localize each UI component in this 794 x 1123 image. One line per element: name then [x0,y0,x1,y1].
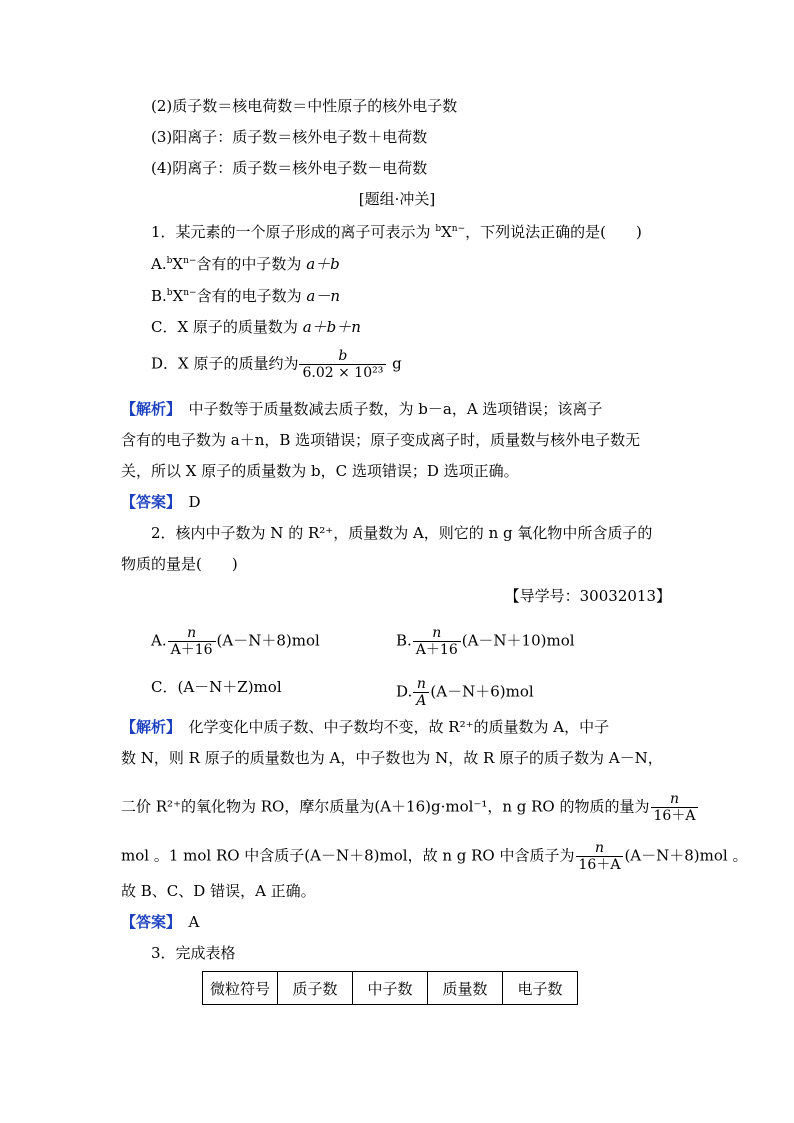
q2-option-d: D. $\frac{n}{A}$ (A－N＋6)mol [396,676,534,709]
q1-d-fraction: $\frac{b}{\text{6.02 × 10²³}}$ [299,348,386,381]
q2-stem-line-2: 物质的量是( ) [121,555,238,573]
q2-analysis-line-3: 二价 R²⁺的氧化物为 RO，摩尔质量为(A＋16)g·mol⁻¹，n g RO 的物质的量为 $\frac{n}{16+A}$ [121,791,699,824]
answer-tag: 【答案】 [121,493,174,511]
q2-analysis-line-5: 故 B、C、D 错误，A 正确。 [121,882,316,900]
analysis-tag: 【解析】 [121,400,174,418]
table-header-row [203,972,578,1005]
q1-analysis-line-2: 含有的电子数为 a＋n，B 选项错误；原子变成离子时，质量数与核外电子数无 [121,431,641,449]
q2-analysis-line-4: mol 。1 mol RO 中含质子(A－N＋8)mol，故 n g RO 中含质子为 $\frac{n}{16+A}$ (A－N＋8)mol 。 [121,840,748,873]
q3-stem: 3．完成表格 [151,944,236,962]
table-header-cell: 电子数 [503,972,578,1005]
section-title: [题组·冲关] [358,190,436,208]
table-header-cell: 微粒符号 [203,972,278,1005]
table-header-cell: 中子数 [353,972,428,1005]
q1-option-b: $B.^bX^{n-}$含有的电子数为 a－n [151,287,340,305]
q1-answer: 【答案】 D [121,493,201,511]
q1-analysis-line-1: 【解析】 中子数等于质量数减去质子数，为 b－a，A 选项错误；该离子 [121,400,603,418]
q1-option-d: D．X 原子的质量约为 $\frac{b}{\text{6.02 × 10²³}}$ g [151,348,402,381]
answer-tag: 【答案】 [121,913,174,931]
q2-option-c: C．(A－N＋Z)mol [151,678,282,696]
condition-line-2: (2)质子数＝核电荷数＝中性原子的核外电子数 [151,97,458,115]
particle-table [202,971,578,1005]
condition-line-3: (3)阳离子：质子数＝核外电子数＋电荷数 [151,128,428,146]
q2-option-b: B. $\frac{n}{A+16}$ (A－N＋10)mol [396,625,575,658]
analysis-tag: 【解析】 [121,718,174,736]
table-header-cell: 质子数 [278,972,353,1005]
q1-option-c: C．X 原子的质量数为 a＋b＋n [151,318,361,336]
q2-analysis-line-2: 数 N，则 R 原子的质量数也为 A，中子数也为 N，故 R 原子的质子数为 A－N， [121,749,663,767]
q2-analysis-line-1: 【解析】 化学变化中质子数、中子数均不变，故 R²⁺的质量数为 A，中子 [121,718,610,736]
q1-stem: 1．某元素的一个原子形成的离子可表示为 $^bX^{n-}$，下列说法正确的是( ) [151,223,642,241]
table-header-cell: 质量数 [428,972,503,1005]
q1-analysis-line-3: 关，所以 X 原子的质量数为 b，C 选项错误；D 选项正确。 [121,462,519,480]
q1-option-a: $A.^bX^{n-}$含有的中子数为 a＋b [151,255,340,273]
q2-option-a: A. $\frac{n}{A+16}$ (A－N＋8)mol [151,625,320,658]
guide-number: 【导学号：30032013】 [504,587,671,605]
q2-stem-line-1: 2．核内中子数为 N 的 R²⁺，质量数为 A，则它的 n g 氧化物中所含质子的 [151,524,653,542]
condition-line-4: (4)阴离子：质子数＝核外电子数－电荷数 [151,159,428,177]
q2-answer: 【答案】 A [121,913,200,931]
